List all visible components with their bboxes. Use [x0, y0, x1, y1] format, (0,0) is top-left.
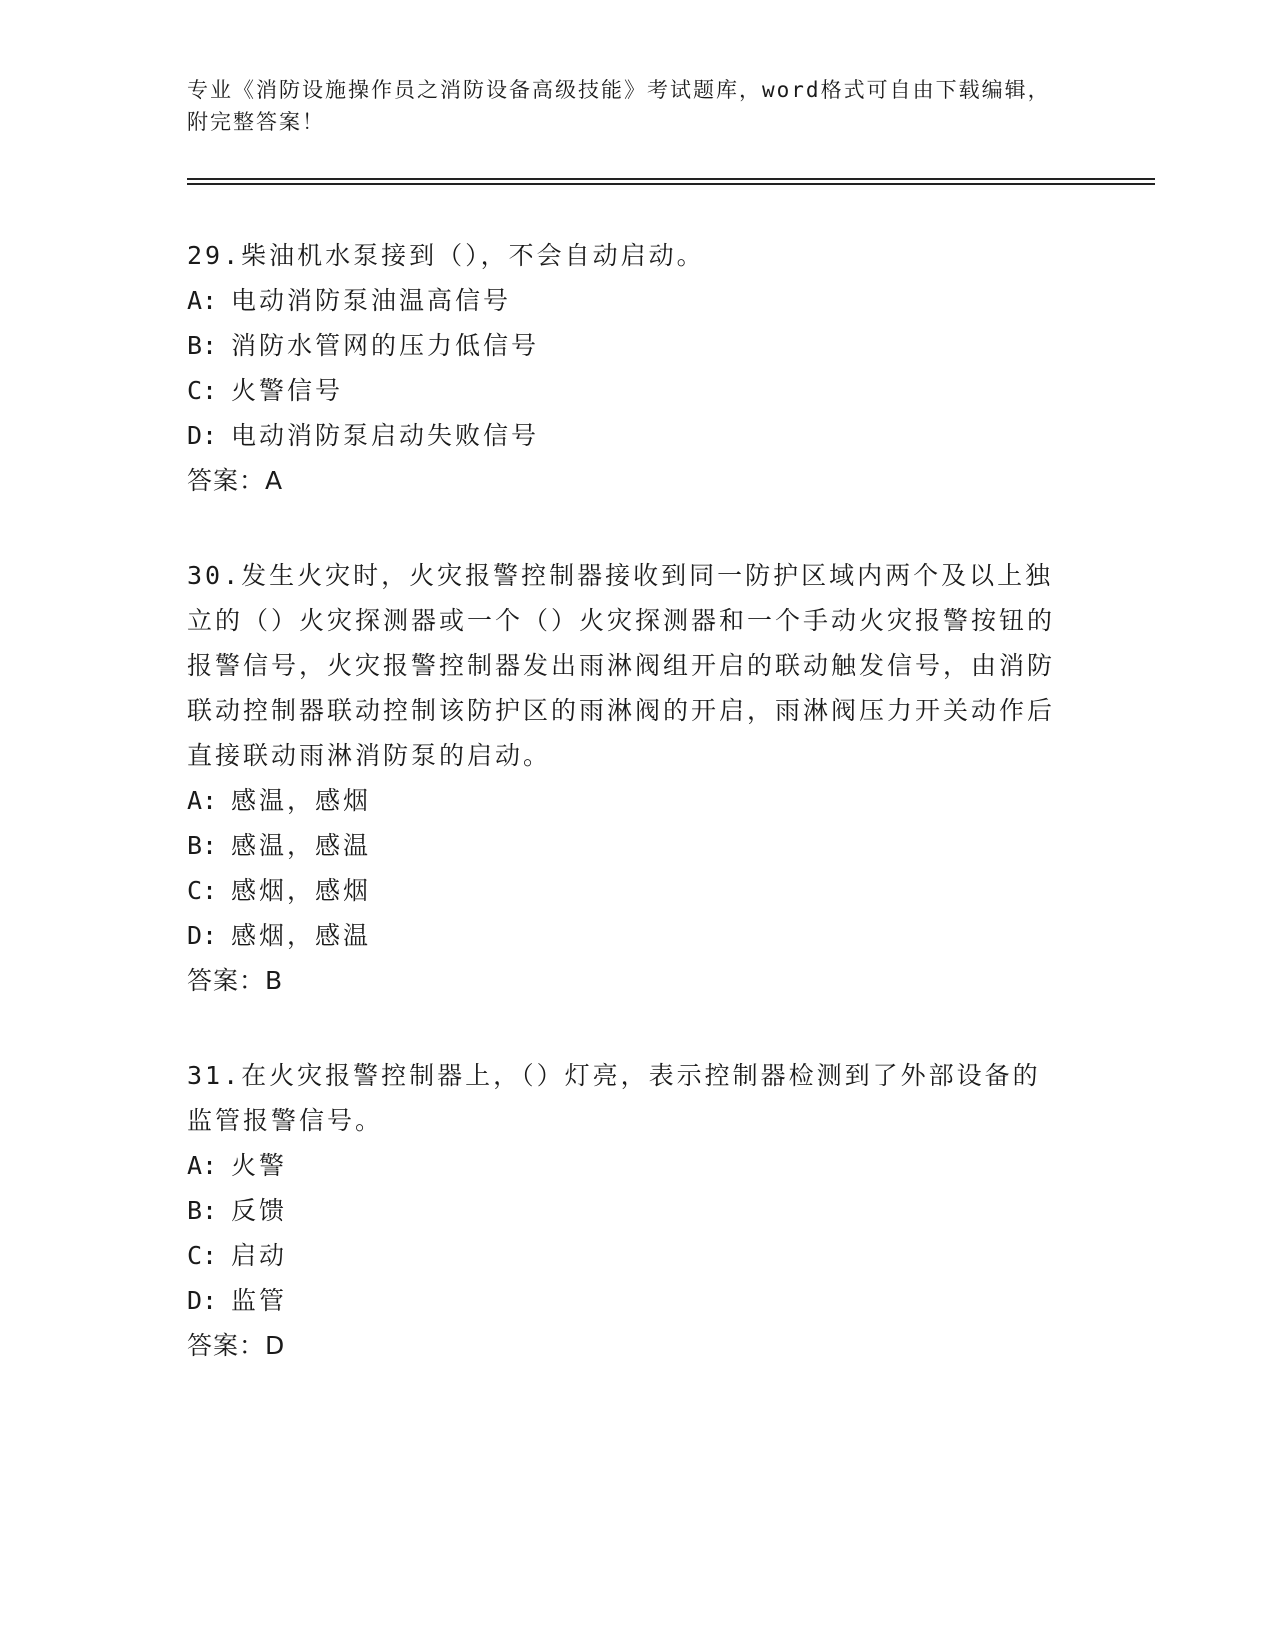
option-text: 感烟，感烟	[231, 876, 372, 905]
option-letter: A:	[187, 786, 218, 815]
option-text: 反馈	[231, 1196, 288, 1225]
option-d	[187, 913, 1067, 958]
question-30	[187, 553, 1067, 1003]
option-text: 感温，感温	[231, 831, 372, 860]
header-text: 专业《消防设施操作员之消防设备高级技能》考试题库，word格式可自由下载编辑，附完整答案！	[187, 78, 1051, 134]
option-letter: C:	[187, 876, 218, 905]
option-b	[187, 1188, 1067, 1233]
option-text: 电动消防泵油温高信号	[231, 286, 512, 315]
answer-line: 答案：B	[187, 966, 284, 995]
option-text: 监管	[231, 1286, 288, 1315]
option-a	[187, 278, 1067, 323]
option-c	[187, 1233, 1067, 1278]
option-letter: D:	[187, 921, 218, 950]
question-31	[187, 1053, 1067, 1368]
option-letter: D:	[187, 1286, 218, 1315]
answer-line: 答案：D	[187, 1331, 286, 1360]
header-divider-top	[187, 178, 1155, 180]
option-d	[187, 1278, 1067, 1323]
header-divider-bottom	[187, 183, 1155, 185]
option-b	[187, 323, 1067, 368]
option-d	[187, 413, 1067, 458]
question-stem: 30.发生火灾时，火灾报警控制器接收到同一防护区域内两个及以上独立的（）火灾探测器或一个（）火灾探测器和一个手动火灾报警按钮的报警信号，火灾报警控制器发出雨淋阀组开启的联动触发信号，由消防联动控制器联动控制该防护区的雨淋阀的开启，雨淋阀压力开关动作后直接联动雨淋消防泵的启动。	[187, 561, 1056, 770]
option-letter: C:	[187, 1241, 218, 1270]
question-29	[187, 233, 1067, 503]
option-letter: C:	[187, 376, 218, 405]
option-text: 火警信号	[231, 376, 344, 405]
document-header	[187, 74, 1067, 138]
option-c	[187, 868, 1067, 913]
option-letter: D:	[187, 421, 218, 450]
answer-line: 答案：A	[187, 466, 284, 495]
option-a	[187, 778, 1067, 823]
option-text: 启动	[231, 1241, 288, 1270]
option-letter: B:	[187, 331, 218, 360]
option-c	[187, 368, 1067, 413]
option-text: 感烟，感温	[231, 921, 372, 950]
option-text: 电动消防泵启动失败信号	[231, 421, 540, 450]
option-letter: B:	[187, 1196, 218, 1225]
question-stem: 31.在火灾报警控制器上，（）灯亮，表示控制器检测到了外部设备的监管报警信号。	[187, 1061, 1041, 1135]
option-text: 感温，感烟	[231, 786, 372, 815]
option-letter: B:	[187, 831, 218, 860]
question-stem: 29.柴油机水泵接到（），不会自动启动。	[187, 241, 705, 270]
option-text: 火警	[231, 1151, 288, 1180]
option-letter: A:	[187, 1151, 218, 1180]
option-b	[187, 823, 1067, 868]
option-letter: A:	[187, 286, 218, 315]
option-a	[187, 1143, 1067, 1188]
option-text: 消防水管网的压力低信号	[231, 331, 540, 360]
